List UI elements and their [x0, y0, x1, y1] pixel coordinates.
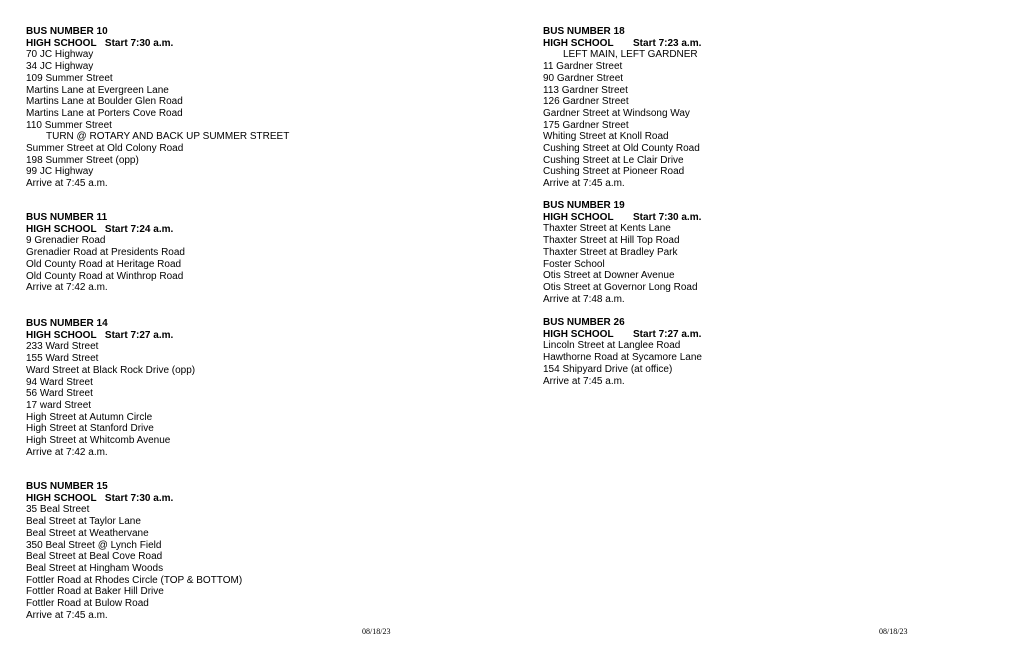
stop: 94 Ward Street: [26, 376, 93, 388]
stop: 11 Gardner Street: [543, 61, 623, 73]
route-bus-15: [26, 481, 242, 621]
arrival-time: Arrive at 7:45 a.m.: [26, 178, 108, 190]
bus-title: BUS NUMBER 26: [543, 317, 625, 328]
arrival-time: Arrive at 7:48 a.m.: [543, 293, 625, 305]
footer-date-right: 08/18/23: [879, 627, 908, 636]
stop: Fottler Road at Bulow Road: [26, 598, 149, 610]
stop: 155 Ward Street: [26, 353, 99, 365]
arrival-time: Arrive at 7:42 a.m.: [26, 282, 108, 294]
school-start-line: [26, 493, 242, 505]
stop: Beal Street at Hingham Woods: [26, 562, 164, 574]
arrival-time: Arrive at 7:45 a.m.: [26, 609, 108, 621]
stop: Otis Street at Governor Long Road: [543, 281, 698, 293]
stop: High Street at Whitcomb Avenue: [26, 435, 171, 447]
school-label: HIGH SCHOOL: [26, 223, 97, 235]
route-bus-11: [26, 212, 185, 294]
route-bus-19: [543, 200, 701, 305]
school-label: HIGH SCHOOL: [543, 211, 614, 223]
stop: 110 Summer Street: [26, 119, 112, 131]
arrival-time: Arrive at 7:42 a.m.: [26, 446, 108, 458]
route-note: TURN @ ROTARY AND BACK UP SUMMER STREET: [46, 131, 290, 143]
stop: Beal Street at Taylor Lane: [26, 516, 141, 528]
bus-title: BUS NUMBER 10: [26, 26, 108, 37]
stop: 17 ward Street: [26, 399, 92, 411]
school-label: HIGH SCHOOL: [26, 492, 97, 504]
footer-date-left: 08/18/23: [362, 627, 391, 636]
start-time: Start 7:24 a.m.: [104, 223, 174, 235]
stop: Foster School: [543, 258, 605, 270]
stop: Beal Street at Weathervane: [26, 527, 149, 539]
stop: 109 Summer Street: [26, 72, 113, 84]
stop: Hawthorne Road at Sycamore Lane: [543, 352, 702, 364]
stop: 34 JC Highway: [26, 61, 94, 73]
stop: 350 Beal Street @ Lynch Field: [26, 539, 162, 551]
bus-title: BUS NUMBER 18: [543, 26, 625, 37]
stop: Fottler Road at Baker Hill Drive: [26, 586, 164, 598]
school-start-line: [543, 329, 702, 341]
stop: Martins Lane at Porters Cove Road: [26, 107, 183, 119]
stop: Cushing Street at Old County Road: [543, 143, 700, 155]
stop: Grenadier Road at Presidents Road: [26, 247, 185, 259]
school-label: HIGH SCHOOL: [543, 328, 614, 340]
stop: 35 Beal Street: [26, 504, 90, 516]
school-label: HIGH SCHOOL: [543, 37, 614, 49]
stop: 233 Ward Street: [26, 341, 99, 353]
bus-title: BUS NUMBER 15: [26, 481, 108, 492]
school-start-line: [26, 224, 185, 236]
stop: 70 JC Highway: [26, 49, 94, 61]
route-bus-10: [26, 26, 289, 190]
stop: Summer Street at Old Colony Road: [26, 143, 184, 155]
stop: 175 Gardner Street: [543, 119, 629, 131]
bus-title: BUS NUMBER 11: [26, 212, 108, 223]
school-start-line: [543, 212, 701, 224]
start-time: Start 7:30 a.m.: [104, 492, 174, 504]
start-time: Start 7:30 a.m.: [104, 37, 174, 49]
stop: Thaxter Street at Bradley Park: [543, 246, 678, 258]
stop: Lincoln Street at Langlee Road: [543, 340, 681, 352]
stop: Whiting Street at Knoll Road: [543, 131, 669, 143]
school-label: HIGH SCHOOL: [26, 37, 97, 49]
start-time: Start 7:27 a.m.: [104, 329, 174, 341]
stop: 9 Grenadier Road: [26, 235, 106, 247]
stop: Thaxter Street at Hill Top Road: [543, 235, 680, 247]
start-time: Start 7:30 a.m.: [633, 211, 702, 223]
stop: Old County Road at Winthrop Road: [26, 270, 184, 282]
start-time: Start 7:23 a.m.: [633, 37, 702, 49]
stop: Martins Lane at Evergreen Lane: [26, 84, 169, 96]
stop: Old County Road at Heritage Road: [26, 258, 182, 270]
start-time: Start 7:27 a.m.: [633, 328, 702, 340]
school-start-line: [26, 330, 195, 342]
stop: 99 JC Highway: [26, 166, 94, 178]
bus-title: BUS NUMBER 14: [26, 318, 108, 329]
route-bus-14: [26, 318, 195, 458]
stop: 90 Gardner Street: [543, 72, 624, 84]
stop: 126 Gardner Street: [543, 96, 629, 108]
stop: Cushing Street at Pioneer Road: [543, 166, 685, 178]
school-label: HIGH SCHOOL: [26, 329, 97, 341]
stop: High Street at Stanford Drive: [26, 423, 154, 435]
stop: Martins Lane at Boulder Glen Road: [26, 96, 183, 108]
route-bus-26: [543, 317, 702, 387]
stop: Ward Street at Black Rock Drive (opp): [26, 364, 196, 376]
school-start-line: [26, 38, 289, 50]
arrival-time: Arrive at 7:45 a.m.: [543, 178, 625, 190]
route-note: LEFT MAIN, LEFT GARDNER: [563, 49, 698, 61]
stop: 113 Gardner Street: [543, 84, 628, 96]
stop: High Street at Autumn Circle: [26, 411, 153, 423]
school-start-line: [543, 38, 701, 50]
stop: Gardner Street at Windsong Way: [543, 107, 690, 119]
stop: Fottler Road at Rhodes Circle (TOP & BOTTOM): [26, 574, 243, 586]
stop: Beal Street at Beal Cove Road: [26, 551, 163, 563]
bus-title: BUS NUMBER 19: [543, 200, 625, 211]
stop: 198 Summer Street (opp): [26, 154, 139, 166]
route-bus-18: [543, 26, 701, 190]
arrival-time: Arrive at 7:45 a.m.: [543, 375, 625, 387]
stop: 154 Shipyard Drive (at office): [543, 363, 673, 375]
stop: 56 Ward Street: [26, 388, 93, 400]
stop: Cushing Street at Le Clair Drive: [543, 154, 684, 166]
stop: Thaxter Street at Kents Lane: [543, 223, 671, 235]
stop: Otis Street at Downer Avenue: [543, 270, 675, 282]
